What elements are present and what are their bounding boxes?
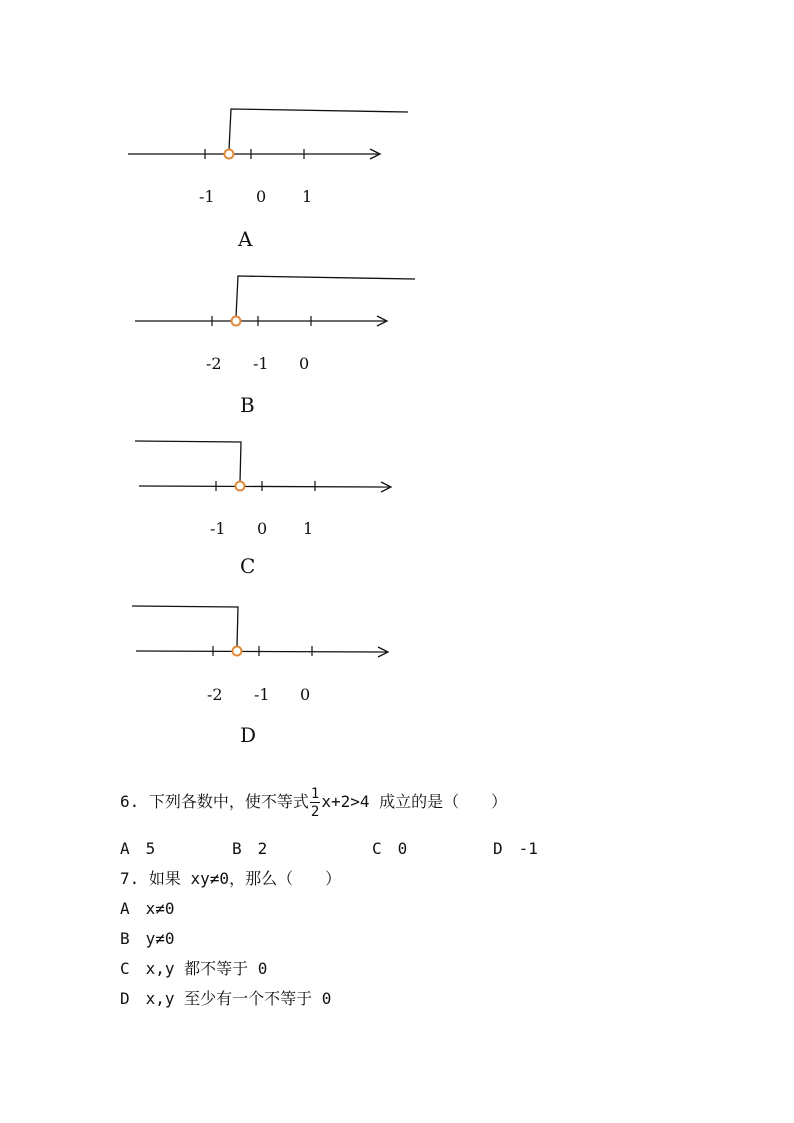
open-circle [236,482,245,491]
tick-label: 0 [256,187,267,206]
q6-option-a: A 5 [120,839,156,858]
q7-option-a: A x≠0 [120,899,175,918]
fraction-numerator: 1 [310,785,320,802]
question-6-stem [120,784,507,820]
axis-line [136,651,386,652]
tick-label: -1 [210,519,226,538]
tick-label: 0 [299,354,310,373]
tick-label: -2 [207,685,223,704]
number-line-c [135,441,391,492]
question-7-stem: 7. 如果 xy≠0，那么（ ） [120,869,342,888]
tick-label: -1 [254,685,270,704]
solution-bracket [229,109,408,150]
figure-letter: A [238,227,253,251]
fraction [310,787,320,819]
figure-letter: C [240,554,256,578]
q6-option-d: D -1 [493,839,538,858]
q6-option-b: B 2 [232,839,268,858]
number-line-d [132,606,388,657]
q6-option-c: C 0 [372,839,408,858]
tick-label: 0 [257,519,268,538]
open-circle [232,317,241,326]
open-circle [233,647,242,656]
q7-option-c: C x,y 都不等于 0 [120,959,268,978]
number-line-b [135,276,415,326]
figure-letter: B [240,393,255,417]
tick-label: -1 [253,354,269,373]
axis-line [139,486,389,487]
number-line-a [128,109,408,159]
tick-label: 1 [303,519,314,538]
question-6-suffix: x+2>4 成立的是（ ） [321,792,508,811]
tick-label: 0 [300,685,311,704]
tick-label: 1 [302,187,313,206]
tick-label: -2 [206,354,222,373]
tick-label: -1 [199,187,215,206]
fraction-denominator: 2 [310,803,320,820]
open-circle [225,150,234,159]
solution-bracket [135,441,241,482]
solution-bracket [236,276,415,317]
solution-bracket [132,606,238,647]
figure-letter: D [240,723,257,747]
q7-option-d: D x,y 至少有一个不等于 0 [120,989,332,1008]
q7-option-b: B y≠0 [120,929,175,948]
question-6-prefix: 6. 下列各数中，使不等式 [120,792,309,811]
